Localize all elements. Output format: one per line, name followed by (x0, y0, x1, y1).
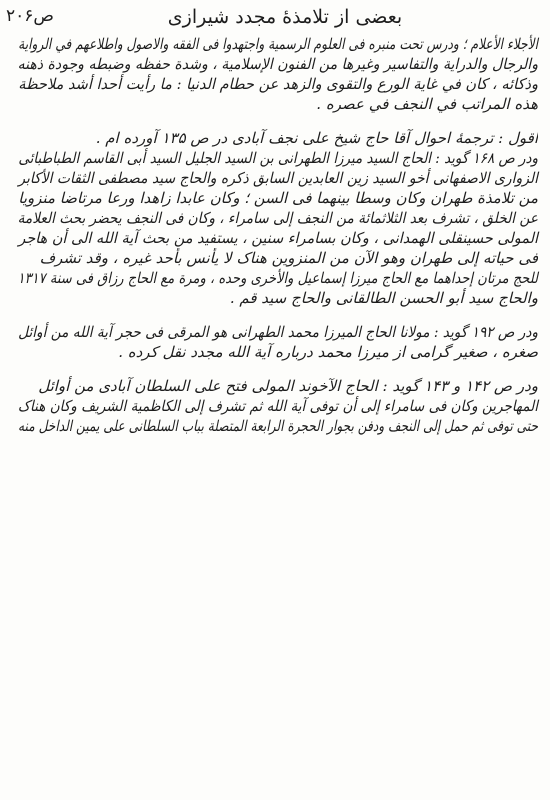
page-heading: بعضی از تلامذهٔ مجدد شیرازی (167, 6, 403, 28)
text-line: اقول : ترجمهٔ احوال آقا حاج شیخ علی نجف آبادی در ص ۱۳۵ آورده ام . (95, 129, 538, 147)
text-line: وذكائه ، كان في غاية الورع والتقوى والزهد عن حطام الدنيا : ما رأيت أحدا أشد ملاحظة (18, 75, 538, 93)
text-line: للحج مرتان إحداهما مع الحاج میرزا إسماعیل والأخری وحده ، ومرة مع الحاج رزاق فی سنة ۱۳۱۷ (17, 269, 538, 287)
text-line: المولی حسینقلی الهمدانی ، وکان بسامراء سنین ، یستفید من بحث آیة الله الی أن هاجر (18, 229, 538, 247)
text-line: والحاج سید أبو الحسن الطالقانی والحاج سید قم . (229, 289, 538, 307)
text-line: ودر ص ۱۴۲ و ۱۴۳ گوید : الحاج الآخوند المولی فتح علی السلطان آبادی من أوائل (38, 377, 538, 395)
text-line: من تلامذة طهران وکان وسطا بینهما فی السن ؛ وکان عابدا زاهدا ورعا مرتاضا منزویا (18, 189, 538, 207)
text-line: هذه المراتب في النجف في عصره . (316, 95, 538, 113)
text-line: الزواری الاصفهانی أخو السید زین العابدین السابق ذکره والحاج سید مصطفی الثقات الأکابر (18, 169, 538, 187)
text-line: ودر ص ۱۶۸ گوید : الحاج السید میرزا الطهرانی بن السید الجلیل السید أبی القاسم الطباطبائی (18, 149, 538, 167)
text-line: الأجلاء الأعلام ؛ ودرس تحت منبره فی العلوم الرسمیة واجتهدوا فی الفقه والاصول واطلاعهم في الرواية (18, 35, 538, 53)
text-line: عن الخلق ، تشرف بعد الثلاثمائة من النجف إلی سامراء ، وکان فی النجف یحضر بحث العلامة (17, 209, 539, 227)
text-line: فی حیاته إلی طهران وهو الآن من المنزوین هناک لا یأنس بأحد غیره ، وقد تشرف (39, 249, 538, 267)
text-line: ودر ص ۱۹۲ گوید : مولانا الحاج المیرزا محمد الطهرانی هو المرقی فی حجر آیة الله من أوائل (18, 323, 538, 341)
text-line: والرجال والدراية والتفاسير وغيرها من الفنون الإسلامية ، وشدة حفظه وضبطه وجودة ذهنه (17, 55, 538, 73)
text-line: صغره ، صغیر گرامی از میرزا محمد درباره آیة الله مجدد نقل کرده . (118, 343, 538, 361)
page-number: ص۲۰۶ (6, 6, 54, 26)
text-line: حتی توفی ثم حمل إلی النجف ودفن بجوار الحجرة الرابعة المتصلة بباب السلطانی علی یمین الداخل منه (18, 417, 538, 435)
text-line: المهاجرین وکان فی سامراء إلی أن توفی آیة الله ثم تشرف إلی الکاظمیة الشریف وکان هناک (17, 397, 539, 415)
manuscript-body (18, 34, 538, 436)
